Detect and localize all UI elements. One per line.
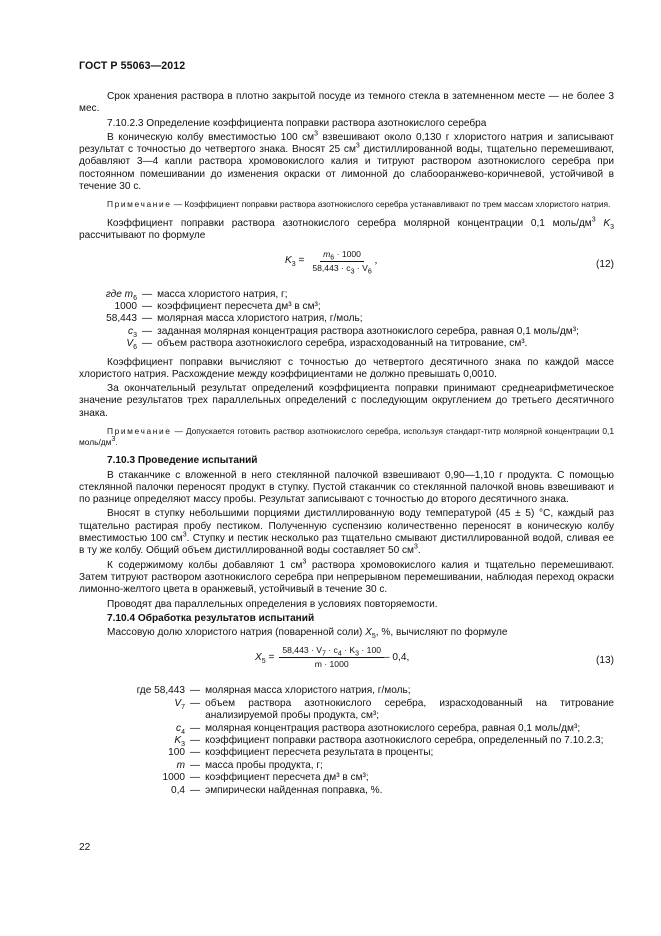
equation-number-13: (13) [596, 655, 614, 667]
titration-paragraph: К содержимому колбы добавляют 1 $см^3$ раствора хромовокислого калия и тщательно перемешивают. Затем титруют раствором азотнокислого серебра при непрерывном перемешивании, наблюдая переход окраски лимонно-желтого цвета в оранжевый, устойчивый в течение 30 с. [79, 558, 614, 596]
repeatability-paragraph: Проводят два параллельных определения в условиях повторяемости. [107, 598, 438, 610]
definition-row: где 58,443 — молярная масса хлористого натрия, г/моль; [136, 685, 411, 697]
definition-row: 1000 — коэффициент пересчета дм³ в см³; [114, 300, 321, 312]
precision-paragraph: Коэффициент поправки вычисляют с точностью до четвертого десятичного знака по каждой массе хлористого натрия. Расхождение между коэффициентами не должно превышать 0,0010. [79, 356, 614, 380]
definition-row: $c_3$ — заданная молярная концентрация раствора азотнокислого серебра, равная 0,1 моль/дм³; [128, 325, 579, 339]
procedure-paragraph: В коническую колбу вместимостью 100 $см^3$ взвешивают около 0,130 г хлористого натрия и записывают результат с точностью до четвертого знака. Вносят 25 $см^3$ дистиллированной воды, тщательно перемешивают, добавляют 3—4 капли раствора хромовокислого калия и титруют раствором азотнокислого серебра при постоянном помешивании до изменения окраски от лимонной до слабооранжево-коричневой, устойчивой в течение 30 с. [79, 130, 614, 193]
section-7-10-2-3-title: 7.10.2.3 Определение коэффициента поправки раствора азотнокислого серебра [107, 117, 487, 129]
note-1: Примечание — Коэффициент поправки раствора азотнокислого серебра устанавливают по трем массам хлористого натрия. [107, 199, 611, 210]
definition-row: $c_4$ — молярная концентрация раствора азотнокислого серебра, равная 0,1 моль/дм³; [176, 722, 581, 736]
formula-12: $K_3$ = $\frac{m_6 \cdot 1000}{58,443 \cdot c_3 \cdot V_6}$ , (12) [285, 248, 614, 276]
page-content [79, 91, 614, 803]
formula-13: $X_5$ = $\frac{58,443 \cdot V_7 \cdot c_4 \cdot K_3 \cdot 100}{m \cdot 1000}$ – 0,4, (13) [255, 645, 614, 670]
definition-row: $V_7$ — объем раствора азотнокислого серебра, израсходованный на титрование анализируемой пробы продукта, см³; [174, 697, 614, 722]
section-7-10-4-heading: 7.10.4 Обработка результатов испытаний [107, 612, 315, 624]
note-2: Примечание — Допускается готовить раствор азотнокислого серебра, используя стандарт-титр молярной концентрации 0,1 моль/$дм^3$. [79, 426, 614, 447]
definition-row: где $m_6$ — масса хлористого натрия, г; [105, 288, 288, 302]
formula-12-intro: Коэффициент поправки раствора азотнокислого серебра молярной концентрации 0,1 моль/$дм^3$ $K_3$ рассчитывают по формуле [79, 216, 614, 242]
final-result-paragraph: За окончательный результат определений коэффициента поправки принимают среднеарифметическое значение результатов трех параллельных определений с последующим округлением до третьего десятичного знака. [79, 383, 614, 419]
formula-13-intro: Массовую долю хлористого натрия (поваренной соли) $X_5$, %, вычисляют по формуле [107, 627, 508, 641]
definition-row: 100 — коэффициент пересчета результата в проценты; [168, 747, 434, 759]
dissolution-paragraph: Вносят в ступку небольшими порциями дистиллированную воду температурой (45 ± 5) °С, каждый раз тщательно растирая пробу пестиком. Полученную суспензию количественно переносят в коническую колбу вместимостью 100 $см^3$. Ступку и пестик несколько раз тщательно смывают дистиллированной водой, сливая ее в ту же колбу. Общий объем дистиллированной воды составляет 50 $см^3$. [79, 508, 614, 557]
equation-number-12: (12) [596, 258, 614, 270]
standard-header: ГОСТ Р 55063—2012 [79, 60, 186, 72]
definition-row: m — масса пробы продукта, г; [176, 759, 323, 771]
definition-row: $K_3$ — коэффициент поправки раствора азотнокислого серебра, определенный по 7.10.2.3; [174, 735, 604, 749]
formula-12-definitions [79, 289, 614, 351]
storage-paragraph: Срок хранения раствора в плотно закрытой посуде из темного стекла в затемненном месте — не более 3 мес. [79, 91, 614, 115]
definition-row: 1000 — коэффициент пересчета дм³ в см³; [162, 772, 369, 784]
formula-13-definitions [79, 685, 614, 797]
definition-row: 0,4 — эмпирически найденная поправка, %. [170, 784, 383, 796]
page-number: 22 [79, 842, 91, 853]
definition-row: $V_6$ — объем раствора азотнокислого серебра, израсходованный на титрование, см³. [126, 338, 528, 352]
weighing-paragraph: В стаканчике с вложенной в него стеклянной палочкой взвешивают 0,90—1,10 г продукта. С помощью стеклянной палочки переносят продукт в ступку. Пустой стаканчик со стеклянной палочкой вновь взвешивают и по разнице определяют массу пробы. Результат записывают с точностью до второго десятичного знака. [79, 469, 614, 506]
section-7-10-3-heading: 7.10.3 Проведение испытаний [107, 455, 258, 467]
definition-row: 58,443 — молярная масса хлористого натрия, г/моль; [106, 313, 363, 325]
